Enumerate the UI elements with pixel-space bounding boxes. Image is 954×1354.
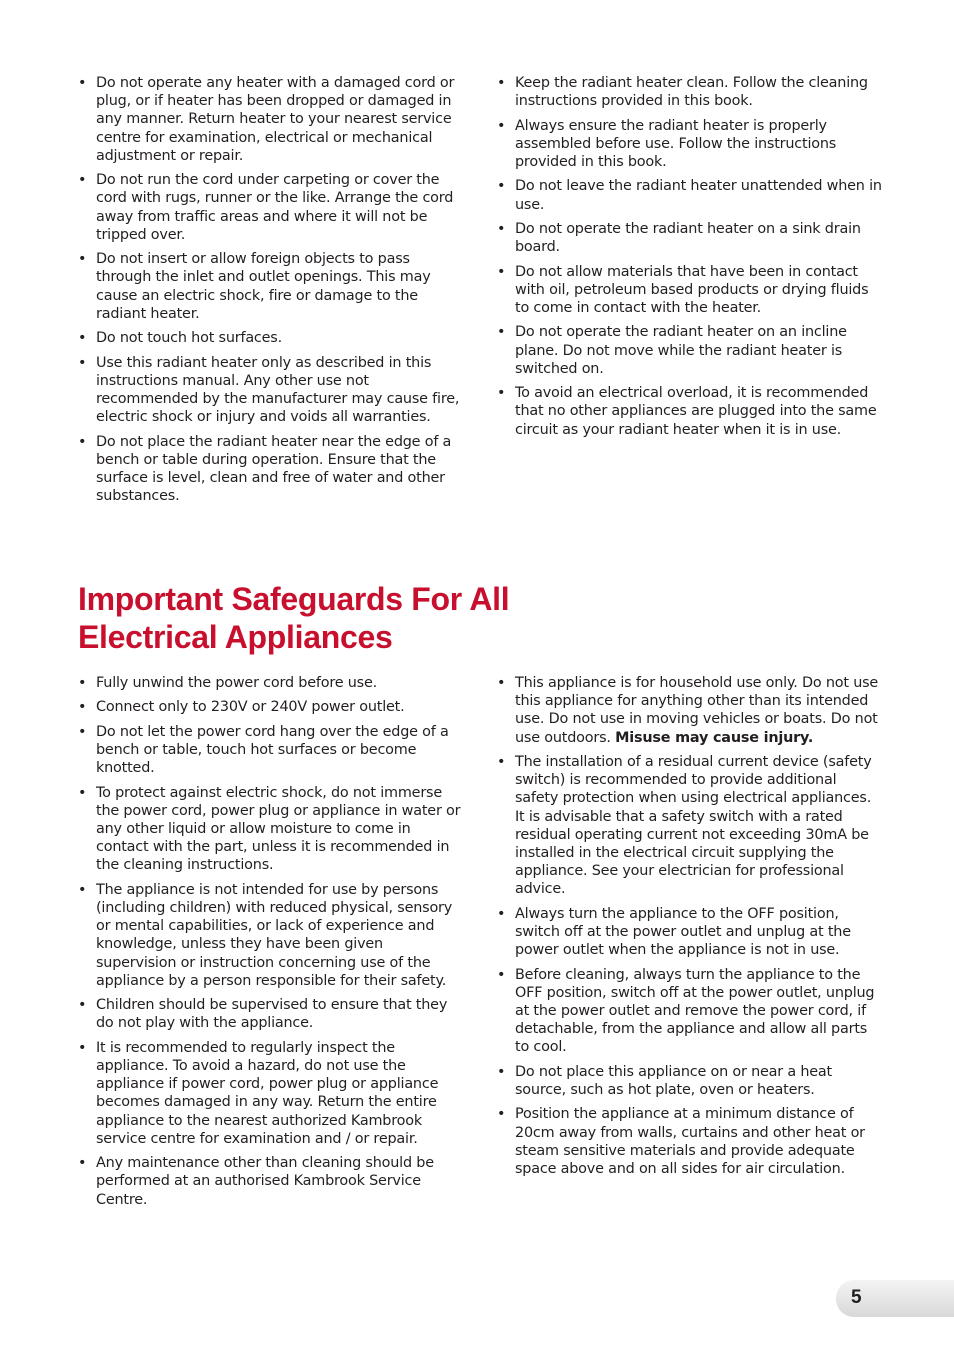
list-item: • Connect only to 230V or 240V power outlet. [78, 698, 463, 716]
list-item: • It is recommended to regularly inspect the appliance. To avoid a hazard, do not use the appliance if power cord, power plug or appliance becomes damaged in any way. Return the entire appliance to the nearest authorized Kambrook service centre for examination and / or repair. [78, 1039, 463, 1148]
heading-line-1: Important Safeguards For All [78, 581, 510, 617]
list-item: • Any maintenance other than cleaning should be performed at an authorised Kambrook Service Centre. [78, 1154, 463, 1209]
list-item: • To protect against electric shock, do not immerse the power cord, power plug or appliance in water or any other liquid or allow moisture to come in contact with the part, unless it is recommended in the cleaning instructions. [78, 784, 463, 875]
page-number-tab [836, 1280, 954, 1317]
list-item: • Do not operate the radiant heater on a sink drain board. [497, 220, 882, 256]
list-item: • Do not operate any heater with a damaged cord or plug, or if heater has been dropped or damaged in any manner. Return heater to your nearest service centre for examination, electrical or mechanical adjustment or repair. [78, 74, 463, 165]
list-item: • Do not place this appliance on or near a heat source, such as hot plate, oven or heaters. [497, 1063, 883, 1099]
list-item: • Use this radiant heater only as described in this instructions manual. Any other use not recommended by the manufacturer may cause fire, electric shock or injury and voids all warranties. [78, 354, 463, 427]
section-heading [78, 580, 678, 656]
bullet-list [78, 674, 463, 1209]
list-item: • Do not insert or allow foreign objects to pass through the inlet and outlet openings. This may cause an electric shock, fire or damage to the radiant heater. [78, 250, 463, 323]
page-number: 5 [851, 1287, 862, 1308]
top-right-column [497, 74, 882, 445]
bottom-right-column [497, 674, 883, 1184]
list-item: • Keep the radiant heater clean. Follow the cleaning instructions provided in this book. [497, 74, 882, 110]
household-use-text: This appliance is for household use only. Do not use this appliance for anything other than its intended use. Do not use in moving vehicles or boats. Do not use outdoors. [515, 675, 879, 746]
list-item: • Children should be supervised to ensure that they do not play with the appliance. [78, 996, 463, 1032]
list-item: • Position the appliance at a minimum distance of 20cm away from walls, curtains and other heat or steam sensitive materials and provide adequate space above and on all sides for air circulation. [497, 1105, 883, 1178]
top-left-column [78, 74, 463, 512]
list-item [497, 674, 883, 747]
misuse-warning: Misuse may cause injury. [615, 729, 814, 746]
list-item: • Before cleaning, always turn the appliance to the OFF position, switch off at the power outlet, unplug at the power outlet and remove the power cord, if detachable, from the appliance and allow all parts to cool. [497, 966, 883, 1057]
list-item: • Do not run the cord under carpeting or cover the cord with rugs, runner or the like. Arrange the cord away from traffic areas and where it will not be tripped over. [78, 171, 463, 244]
heading-line-2: Electrical Appliances [78, 619, 393, 655]
list-item: • Do not place the radiant heater near the edge of a bench or table during operation. Ensure that the surface is level, clean and free of water and other substances. [78, 433, 463, 506]
bullet-list [497, 674, 883, 1178]
list-item: • The appliance is not intended for use by persons (including children) with reduced physical, sensory or mental capabilities, or lack of experience and knowledge, unless they have been given supervision or instruction concerning use of the appliance by a person responsible for their safety. [78, 881, 463, 990]
list-item: • Do not touch hot surfaces. [78, 329, 463, 347]
bullet-list [497, 74, 882, 439]
list-item: • Do not let the power cord hang over the edge of a bench or table, touch hot surfaces or become knotted. [78, 723, 463, 778]
list-item: • Do not leave the radiant heater unattended when in use. [497, 177, 882, 213]
list-item: • To avoid an electrical overload, it is recommended that no other appliances are plugged into the same circuit as your radiant heater when it is in use. [497, 384, 882, 439]
bullet-list [78, 74, 463, 505]
list-item: • Always ensure the radiant heater is properly assembled before use. Follow the instructions provided in this book. [497, 117, 882, 172]
list-item: • Do not operate the radiant heater on an incline plane. Do not move while the radiant heater is switched on. [497, 323, 882, 378]
list-item: • The installation of a residual current device (safety switch) is recommended to provide additional safety protection when using electrical appliances. It is advisable that a safety switch with a rated residual operating current not exceeding 30mA be installed in the electrical circuit supplying the appliance. See your electrician for professional advice. [497, 753, 883, 899]
bottom-left-column [78, 674, 463, 1215]
list-item: • Always turn the appliance to the OFF position, switch off at the power outlet and unplug at the power outlet when the appliance is not in use. [497, 905, 883, 960]
list-item: • Fully unwind the power cord before use. [78, 674, 463, 692]
list-item: • Do not allow materials that have been in contact with oil, petroleum based products or drying fluids to come in contact with the heater. [497, 263, 882, 318]
